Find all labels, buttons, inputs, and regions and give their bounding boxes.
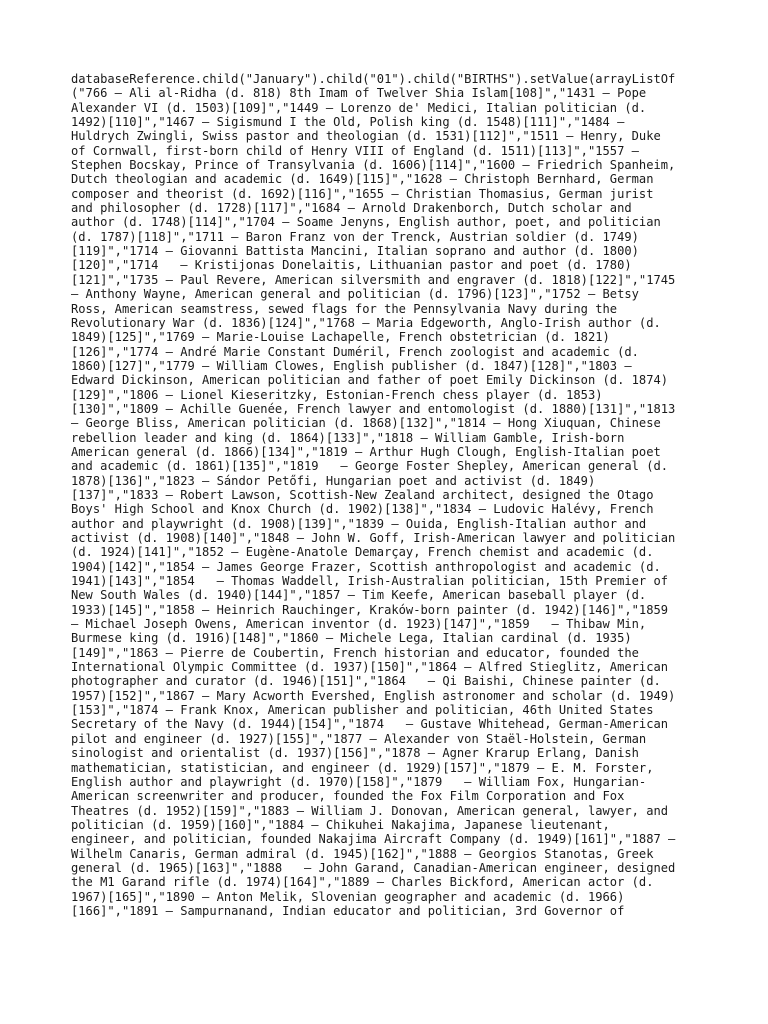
code-line: 1941)[143]","1854 – Thomas Waddell, Irish-Australian politician, 15th Premier of	[71, 574, 669, 589]
code-line: sinologist and orientalist (d. 1937)[156]","1878 – Agner Krarup Erlang, Danish	[71, 746, 639, 761]
code-line: – George Bliss, American politician (d. 1868)[132]","1814 – Hong Xiuquan, Chinese	[71, 416, 661, 431]
code-line: Boys' High School and Knox Church (d. 1902)[138]","1834 – Ludovic Halévy, French	[71, 502, 654, 517]
code-line: author (d. 1748)[114]","1704 – Soame Jenyns, English author, poet, and politician	[71, 215, 661, 230]
code-line: 1492)[110]","1467 – Sigismund I the Old, Polish king (d. 1548)[111]","1484 –	[71, 115, 625, 130]
code-line: Stephen Bocskay, Prince of Transylvania (d. 1606)[114]","1600 – Friedrich Spanheim,	[71, 158, 676, 173]
code-line: 1860)[127]","1779 – William Clowes, English publisher (d. 1847)[128]","1803 –	[71, 358, 632, 373]
code-line: photographer and curator (d. 1946)[151]","1864 – Qi Baishi, Chinese painter (d.	[71, 674, 661, 689]
code-line: rebellion leader and king (d. 1864)[133]","1818 – William Gamble, Irish-born	[71, 430, 625, 445]
code-line: Secretary of the Navy (d. 1944)[154]","1874 – Gustave Whitehead, German-American	[71, 717, 669, 732]
code-line: [137]","1833 – Robert Lawson, Scottish-New Zealand architect, designed the Otago	[71, 487, 654, 502]
code-line: – Anthony Wayne, American general and politician (d. 1796)[123]","1752 – Betsy	[71, 287, 639, 302]
code-line: [166]","1891 – Sampurnanand, Indian educator and politician, 3rd Governor of	[71, 903, 625, 918]
code-line: of Cornwall, first-born child of Henry VIII of England (d. 1511)[113]","1557 –	[71, 143, 639, 158]
code-line: general (d. 1965)[163]","1888 – John Garand, Canadian-American engineer, designed	[71, 860, 676, 875]
code-line: American screenwriter and producer, founded the Fox Film Corporation and Fox	[71, 789, 625, 804]
code-line: American general (d. 1866)[134]","1819 – Arthur Hugh Clough, English-Italian poet	[71, 444, 661, 459]
code-line: Edward Dickinson, American politician and father of poet Emily Dickinson (d. 1874)	[71, 373, 669, 388]
code-line: (d. 1924)[141]","1852 – Eugène-Anatole Demarçay, French chemist and academic (d.	[71, 545, 654, 560]
code-line: 1967)[165]","1890 – Anton Melik, Slovenian geographer and academic (d. 1966)	[71, 889, 625, 904]
code-line: 1849)[125]","1769 – Marie-Louise Lachapelle, French obstetrician (d. 1821)	[71, 330, 610, 345]
code-line: [120]","1714 – Kristijonas Donelaitis, Lithuanian pastor and poet (d. 1780)	[71, 258, 632, 273]
code-line: author and playwright (d. 1908)[139]","1839 – Ouida, English-Italian author and	[71, 516, 647, 531]
code-line: activist (d. 1908)[140]","1848 – John W. Goff, Irish-American lawyer and politician	[71, 531, 676, 545]
code-text-block	[71, 72, 701, 918]
code-line: Huldrych Zwingli, Swiss pastor and theologian (d. 1531)[112]","1511 – Henry, Duke	[71, 129, 661, 144]
code-line: Alexander VI (d. 1503)[109]","1449 – Lorenzo de' Medici, Italian politician (d.	[71, 100, 647, 115]
code-line: Ross, American seamstress, sewed flags for the Pennsylvania Navy during the	[71, 301, 618, 316]
code-line: pilot and engineer (d. 1927)[155]","1877 – Alexander von Staël-Holstein, German	[71, 731, 647, 746]
code-line: 1878)[136]","1823 – Sándor Petőfi, Hungarian poet and activist (d. 1849)	[71, 473, 596, 488]
code-line: and academic (d. 1861)[135]","1819 – George Foster Shepley, American general (d.	[71, 459, 669, 474]
code-line: [129]","1806 – Lionel Kieseritzky, Estonian-French chess player (d. 1853)	[71, 387, 603, 402]
code-line: Revolutionary War (d. 1836)[124]","1768 – Maria Edgeworth, Anglo-Irish author (d.	[71, 315, 661, 330]
code-line: 1933)[145]","1858 – Heinrich Rauchinger, Kraków-born painter (d. 1942)[146]","1859	[71, 602, 669, 617]
code-line: engineer, and politician, founded Nakajima Aircraft Company (d. 1949)[161]","1887 –	[71, 832, 676, 847]
code-line: [149]","1863 – Pierre de Coubertin, French historian and educator, founded the	[71, 645, 639, 660]
code-line: databaseReference.child("January").child("01").child("BIRTHS").setValue(arrayListOf	[71, 72, 676, 86]
code-line: – Michael Joseph Owens, American inventor (d. 1923)[147]","1859 – Thibaw Min,	[71, 617, 647, 632]
code-line: 1957)[152]","1867 – Mary Acworth Evershed, English astronomer and scholar (d. 1949)	[71, 688, 676, 703]
code-line: (d. 1787)[118]","1711 – Baron Franz von der Trenck, Austrian soldier (d. 1749)	[71, 229, 639, 244]
code-line: [153]","1874 – Frank Knox, American publisher and politician, 46th United States	[71, 703, 654, 718]
code-line: Wilhelm Canaris, German admiral (d. 1945)[162]","1888 – Georgios Stanotas, Greek	[71, 846, 654, 861]
code-line: New South Wales (d. 1940)[144]","1857 – Tim Keefe, American baseball player (d.	[71, 588, 647, 603]
code-line: [126]","1774 – André Marie Constant Duméril, French zoologist and academic (d.	[71, 344, 639, 359]
code-line: International Olympic Committee (d. 1937)[150]","1864 – Alfred Stieglitz, American	[71, 660, 669, 675]
code-line: mathematician, statistician, and engineer (d. 1929)[157]","1879 – E. M. Forster,	[71, 760, 654, 775]
code-line: 1904)[142]","1854 – James George Frazer, Scottish anthropologist and academic (d.	[71, 559, 661, 574]
code-line: politician (d. 1959)[160]","1884 – Chikuhei Nakajima, Japanese lieutenant,	[71, 817, 610, 832]
code-line: [121]","1735 – Paul Revere, American silversmith and engraver (d. 1818)[122]","1745	[71, 272, 676, 287]
code-line: ("766 – Ali al-Ridha (d. 818) 8th Imam of Twelver Shia Islam[108]","1431 – Pope	[71, 86, 647, 101]
code-line: Dutch theologian and academic (d. 1649)[115]","1628 – Christoph Bernhard, German	[71, 172, 654, 187]
code-line: composer and theorist (d. 1692)[116]","1655 – Christian Thomasius, German jurist	[71, 186, 654, 201]
code-line: and philosopher (d. 1728)[117]","1684 – Arnold Drakenborch, Dutch scholar and	[71, 201, 632, 216]
code-line: the M1 Garand rifle (d. 1974)[164]","1889 – Charles Bickford, American actor (d.	[71, 875, 654, 890]
code-line: English author and playwright (d. 1970)[158]","1879 – William Fox, Hungarian-	[71, 774, 647, 789]
code-line: [119]","1714 – Giovanni Battista Mancini, Italian soprano and author (d. 1800)	[71, 244, 639, 259]
code-line: Theatres (d. 1952)[159]","1883 – William J. Donovan, American general, lawyer, and	[71, 803, 669, 818]
code-line: Burmese king (d. 1916)[148]","1860 – Michele Lega, Italian cardinal (d. 1935)	[71, 631, 632, 646]
code-line: [130]","1809 – Achille Guenée, French lawyer and entomologist (d. 1880)[131]","1813	[71, 401, 676, 416]
